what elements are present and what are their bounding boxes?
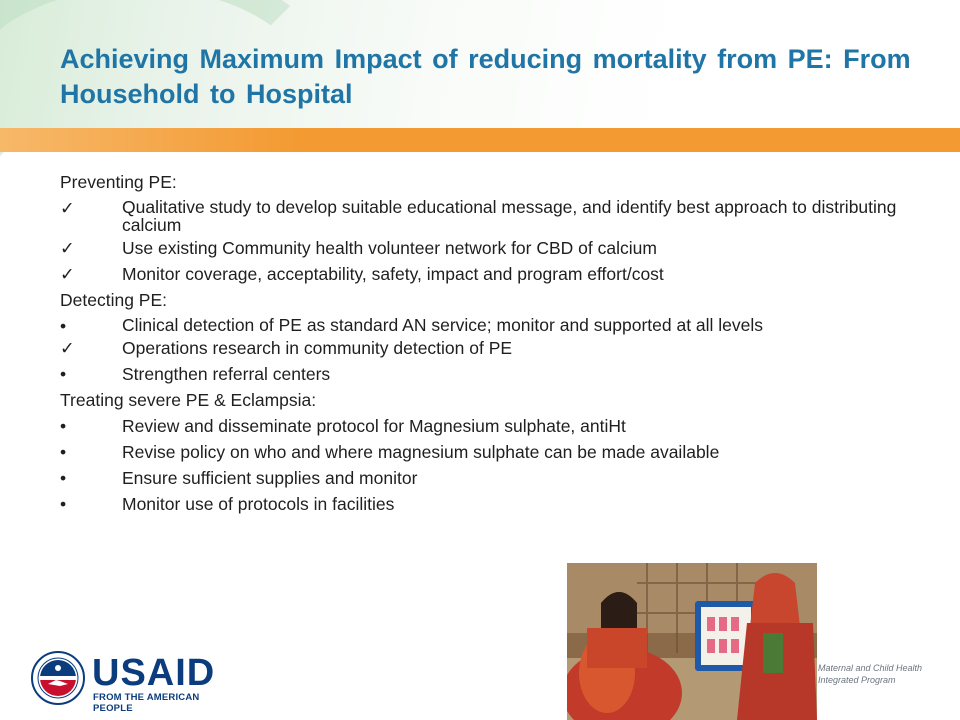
list-item (60, 416, 920, 436)
slide-title: Achieving Maximum Impact of reducing mortality from PE: From Household to Hospital (60, 44, 911, 109)
list-item (60, 316, 920, 334)
section-heading: Detecting PE: (60, 290, 167, 310)
photo-illustration (567, 563, 817, 720)
list-item (60, 238, 920, 258)
checkmark-icon: ✓ (60, 338, 75, 358)
list-item-text: Monitor use of protocols in facilities (122, 494, 395, 514)
list-item-text: Ensure sufficient supplies and monitor (122, 468, 418, 488)
bullet-icon: • (60, 364, 67, 384)
list-item-text: Clinical detection of PE as standard AN service; monitor and supported at all levels (122, 315, 764, 335)
bullet-icon: • (60, 468, 67, 488)
section-heading: Treating severe PE & Eclampsia: (60, 390, 317, 410)
slide-body (60, 172, 920, 520)
list-item (60, 264, 920, 284)
usaid-tagline: FROM THE AMERICAN PEOPLE (93, 692, 200, 714)
bullet-icon: • (60, 316, 67, 336)
list-item-text: Strengthen referral centers (122, 364, 331, 384)
partner-logo (818, 662, 938, 686)
list-item-text: Review and disseminate protocol for Magnesium sulphate, antiHt (122, 416, 626, 436)
community-health-photo (567, 563, 817, 720)
accent-bar-highlight (0, 128, 300, 152)
usaid-logo (30, 648, 220, 714)
accent-bar (0, 128, 960, 152)
list-item-text: Monitor coverage, acceptability, safety, impact and program effort/cost (122, 264, 664, 284)
section-heading: Preventing PE: (60, 172, 177, 192)
list-item (60, 198, 920, 234)
list-item-text: Operations research in community detection of PE (122, 338, 513, 358)
list-item-text: Revise policy on who and where magnesium sulphate can be made available (122, 442, 720, 462)
bullet-icon: • (60, 442, 67, 462)
list-item (60, 338, 920, 358)
list-item (60, 494, 920, 514)
bullet-icon: • (60, 494, 67, 514)
checkmark-icon: ✓ (60, 238, 75, 258)
checkmark-icon: ✓ (60, 198, 75, 218)
list-item (60, 442, 920, 462)
usaid-wordmark: USAID (92, 652, 216, 694)
bullet-icon: • (60, 416, 67, 436)
partner-logo-line1: Maternal and Child Health (818, 663, 923, 673)
list-item-text: Qualitative study to develop suitable educational message, and identify best approach to distributing calcium (122, 197, 897, 235)
partner-logo-line2: Integrated Program (818, 675, 896, 685)
checkmark-icon: ✓ (60, 264, 75, 284)
list-item (60, 468, 920, 488)
list-item-text: Use existing Community health volunteer network for CBD of calcium (122, 238, 657, 258)
list-item (60, 364, 920, 384)
